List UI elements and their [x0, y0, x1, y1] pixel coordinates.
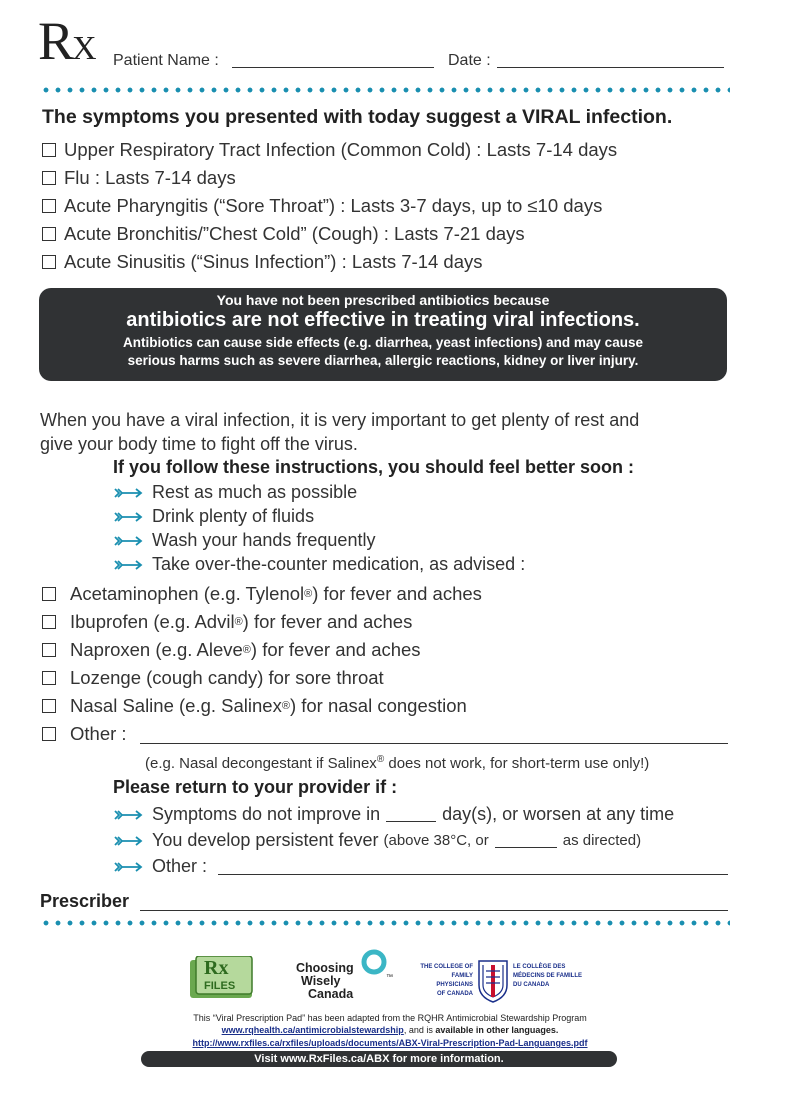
dotted-divider-bottom — [40, 920, 730, 926]
condition-label: Flu : Lasts 7-14 days — [64, 167, 236, 188]
checkbox[interactable] — [42, 643, 56, 657]
antibiotics-warning-banner — [39, 288, 727, 381]
arrow-icon — [114, 559, 144, 571]
patient-name-field[interactable] — [232, 67, 434, 68]
languages-link-line — [120, 1038, 660, 1048]
return-item: Symptoms do not improve in day(s), or worsen at any time — [114, 804, 674, 825]
checkbox[interactable] — [42, 143, 56, 157]
checkbox[interactable] — [42, 199, 56, 213]
arrow-icon — [114, 511, 144, 523]
main-title: The symptoms you presented with today suggest a VIRAL infection. — [42, 106, 673, 128]
prescriber-label: Prescriber — [40, 891, 130, 911]
instruction-item: Wash your hands frequently — [114, 530, 375, 551]
instruction-item: Take over-the-counter medication, as advised : — [114, 554, 525, 575]
condition-item — [42, 139, 617, 161]
cfpc-logo: THE COLLEGE OF FAMILY PHYSICIANS OF CANADA LE COLLÈGE DES MÉDECINS DE FAMILLE DU CANADA — [415, 959, 585, 1003]
medication-item: Naproxen (e.g. Aleve ® ) for fever and aches — [42, 639, 421, 661]
fever-threshold-field[interactable] — [495, 833, 557, 848]
visit-banner[interactable]: Visit www.RxFiles.ca/ABX for more information. — [141, 1051, 617, 1067]
checkbox[interactable] — [42, 255, 56, 269]
medication-item: Nasal Saline (e.g. Salinex ® ) for nasal congestion — [42, 695, 467, 717]
banner-headline: antibiotics are not effective in treating viral infections. — [126, 309, 640, 331]
banner-line-4: serious harms such as severe diarrhea, allergic reactions, kidney or liver injury. — [127, 353, 639, 368]
medication-item: Acetaminophen (e.g. Tylenol ® ) for fever and aches — [42, 583, 482, 605]
condition-label: Acute Sinusitis (“Sinus Infection”) : Lasts 7-14 days — [64, 251, 483, 272]
checkbox[interactable] — [42, 699, 56, 713]
return-heading: Please return to your provider if : — [113, 777, 398, 797]
condition-label: Acute Pharyngitis (“Sore Throat”) : Lasts 3-7 days, up to ≤10 days — [64, 195, 603, 216]
return-other-field[interactable] — [218, 874, 728, 875]
languages-pdf-link[interactable]: http://www.rxfiles.ca/rxfiles/uploads/documents/ABX-Viral-Prescription-Pad-Languanges.pdf — [192, 1038, 588, 1048]
date-field[interactable] — [497, 67, 724, 68]
condition-item — [42, 223, 525, 245]
checkbox[interactable] — [42, 587, 56, 601]
prescriber-field[interactable] — [140, 910, 728, 911]
arrow-icon — [114, 535, 144, 547]
condition-item — [42, 195, 602, 217]
checkbox[interactable] — [42, 615, 56, 629]
source-line: www.rqhealth.ca/antimicrobialstewardship, and is available in other languages. — [221, 1025, 559, 1035]
arrow-icon — [114, 835, 144, 847]
rxfiles-logo: Rx FILES — [190, 956, 256, 1000]
cfpc-shield-icon — [477, 959, 509, 1003]
date-label: Date : — [448, 52, 491, 69]
return-item: Other : — [114, 856, 207, 877]
condition-label: Acute Bronchitis/”Chest Cold” (Cough) : Lasts 7-21 days — [64, 223, 525, 244]
condition-item — [42, 167, 236, 189]
adapted-notice: This “Viral Prescription Pad” has been adapted from the RQHR Antimicrobial Stewardship Program — [193, 1013, 587, 1023]
days-field[interactable] — [386, 807, 436, 822]
rqhealth-link[interactable]: www.rqhealth.ca/antimicrobialstewardship — [221, 1025, 404, 1035]
checkbox[interactable] — [42, 227, 56, 241]
return-item: You develop persistent fever (above 38°C, or as directed) — [114, 830, 641, 851]
dotted-divider-top — [40, 87, 730, 93]
other-note: (e.g. Nasal decongestant if Salinex® does not work, for short-term use only!) — [145, 754, 650, 772]
checkbox[interactable] — [42, 171, 56, 185]
advice-paragraph: When you have a viral infection, it is very important to get plenty of rest and give your body time to fight off the virus. — [40, 410, 640, 454]
instruction-item: Drink plenty of fluids — [114, 506, 314, 527]
banner-line-3: Antibiotics can cause side effects (e.g. diarrhea, yeast infections) and may cause — [123, 335, 643, 350]
medication-item: Lozenge (cough candy) for sore throat — [42, 667, 384, 689]
choosing-wisely-logo: Choosing Wisely Canada ™ — [296, 962, 396, 1004]
other-medication-field[interactable] — [140, 743, 728, 744]
condition-label: Upper Respiratory Tract Infection (Common Cold) : Lasts 7-14 days — [64, 139, 618, 160]
arrow-icon — [114, 861, 144, 873]
checkbox[interactable] — [42, 671, 56, 685]
arrow-icon — [114, 809, 144, 821]
condition-item — [42, 251, 483, 273]
medication-other: Other : — [42, 723, 127, 745]
arrow-icon — [114, 487, 144, 499]
instruction-item: Rest as much as possible — [114, 482, 357, 503]
banner-line-1: You have not been prescribed antibiotics because — [216, 292, 550, 308]
rx-symbol: RX — [38, 11, 97, 71]
checkbox[interactable] — [42, 727, 56, 741]
patient-name-label: Patient Name : — [113, 52, 219, 69]
instructions-heading: If you follow these instructions, you should feel better soon : — [113, 457, 635, 477]
medication-item: Ibuprofen (e.g. Advil ® ) for fever and aches — [42, 611, 412, 633]
